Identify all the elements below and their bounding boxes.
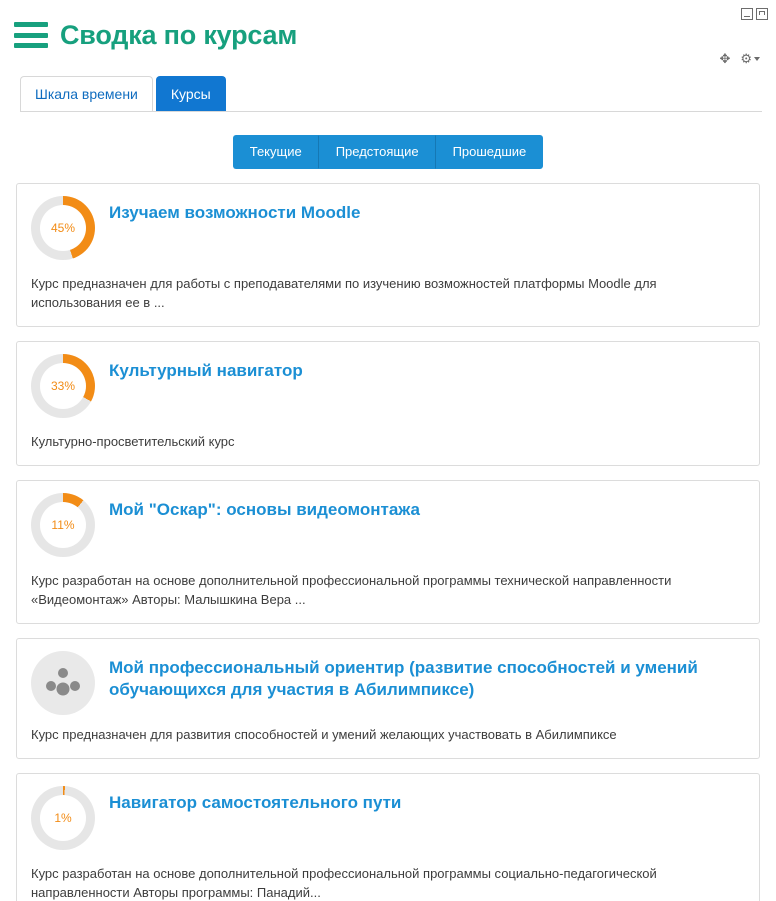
view-tabs [20,76,762,112]
course-title-link[interactable]: Культурный навигатор [109,361,303,380]
maximize-icon[interactable] [756,8,768,20]
progress-label: 1% [54,811,72,825]
course-card[interactable] [16,773,760,901]
course-card-header [31,786,745,850]
progress-donut [31,196,95,260]
image-placeholder-icon [31,651,95,715]
progress-donut [31,354,95,418]
block-action-icons [719,52,760,65]
course-card-header [31,196,745,260]
gear-icon[interactable]: ⚙ [740,51,752,66]
course-filter-row [0,135,776,169]
course-filter-group [233,135,544,169]
progress-ring [31,493,95,557]
course-card[interactable] [16,183,760,327]
progress-donut [31,786,95,850]
progress-ring [31,196,95,260]
progress-donut [31,493,95,557]
progress-label: 33% [50,379,76,393]
course-summary: Курс предназначен для работы с преподавателями по изучению возможностей платформы Moodle для использования ее в ... [31,276,657,310]
course-summary: Курс разработан на основе дополнительной профессиональной программы технической направленности «Видеомонтаж» Авторы: Малышкина Вера ... [31,573,672,607]
progress-label: 45% [50,221,76,235]
filter-past[interactable]: Прошедшие [436,135,544,169]
course-card[interactable] [16,638,760,759]
tab-courses[interactable]: Курсы [156,76,226,111]
progress-ring [31,354,95,418]
window-controls [741,8,768,20]
course-summary: Курс разработан на основе дополнительной профессиональной программы социально-педагогической направленности Авторы программы: Панадий... [31,866,657,900]
course-summary: Культурно-просветительский курс [31,434,235,449]
progress-label: 11% [51,518,75,532]
page-header [0,0,776,56]
course-image-placeholder [31,651,95,715]
page-title: Сводка по курсам [60,19,298,50]
filter-future[interactable]: Предстоящие [319,135,436,169]
course-card-header [31,493,745,557]
course-title-link[interactable]: Мой профессиональный ориентир (развитие способностей и умений обучающихся для участия в Абилимпиксе) [109,658,698,699]
course-card[interactable] [16,341,760,466]
move-icon[interactable]: ✥ [719,51,731,66]
minimize-icon[interactable] [741,8,753,20]
filter-inprogress[interactable]: Текущие [233,135,319,169]
course-title-link[interactable]: Навигатор самостоятельного пути [109,793,402,812]
hamburger-icon[interactable] [14,22,48,48]
course-title-link[interactable]: Изучаем возможности Moodle [109,203,361,222]
course-card-list [16,183,760,901]
chevron-down-icon[interactable] [754,57,760,61]
block-settings-menu[interactable] [740,52,760,65]
course-card-header [31,651,745,715]
course-title-link[interactable]: Мой "Оскар": основы видеомонтажа [109,500,421,519]
course-card-header [31,354,745,418]
course-summary: Курс предназначен для развития способностей и умений желающих участвовать в Абилимпиксе [31,727,617,742]
course-card[interactable] [16,480,760,624]
tab-timeline[interactable]: Шкала времени [20,76,153,111]
progress-ring [31,786,95,850]
